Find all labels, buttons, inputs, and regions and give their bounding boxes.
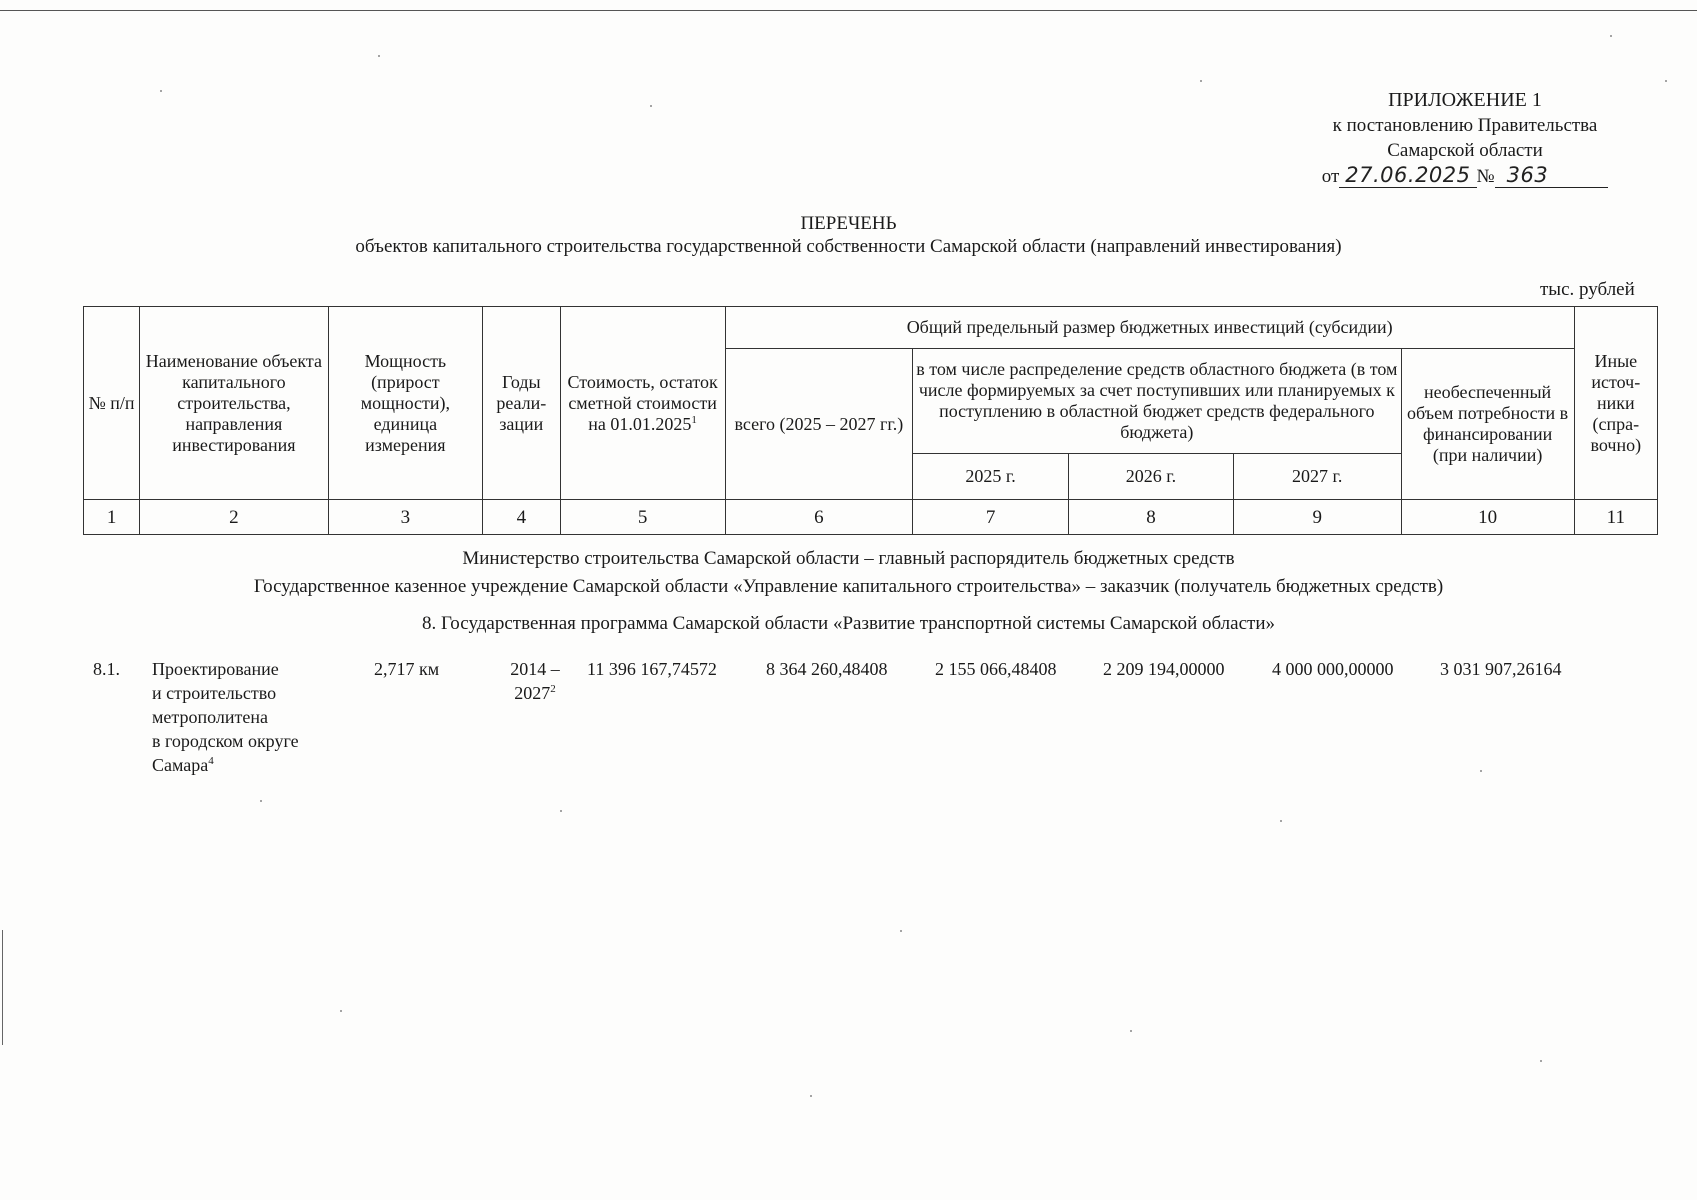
scan-speck: [650, 105, 652, 107]
row-years-line2: [505, 681, 565, 705]
row-years: [505, 657, 565, 705]
appendix-line2: Самарской области: [1387, 140, 1543, 161]
header-row-1: [84, 307, 1658, 349]
row-name: [152, 657, 342, 777]
row-cost: 11 396 167,74572: [587, 659, 717, 679]
column-number: 7: [913, 500, 1069, 535]
number-prefix: №: [1476, 166, 1495, 187]
row-no: 8.1.: [93, 659, 120, 679]
row-unsecured: 3 031 907,26164: [1440, 659, 1562, 679]
number-value: 363: [1495, 163, 1609, 188]
column-number: 6: [725, 500, 912, 535]
row-name-line: метрополитена: [152, 707, 268, 727]
header-2027: 2027 г.: [1233, 454, 1401, 500]
scan-speck: [160, 90, 162, 92]
row-2026: 2 209 194,00000: [1103, 659, 1225, 679]
header-cost-text: Стоимость, остаток сметной стоимости на 01.01.2025: [567, 371, 718, 434]
header-years: Годы реали- зации: [483, 307, 560, 500]
header-total-group: Общий предельный размер бюджетных инвестиций (субсидии): [725, 307, 1574, 349]
scan-speck: [1280, 820, 1282, 822]
column-number: 11: [1574, 500, 1657, 535]
header-no: № п/п: [84, 307, 140, 500]
column-number: 2: [140, 500, 328, 535]
row-name-sup: 4: [208, 755, 214, 767]
header-capacity: Мощность (прирост мощности), единица измерения: [328, 307, 482, 500]
scan-speck: [1540, 1060, 1542, 1062]
appendix-line1: к постановлению Правительства: [1332, 115, 1598, 136]
header-incl: в том числе распределение средств областного бюджета (в том числе формируемых за счет поступивших или планируемых к поступлению в областной бюджет средств федерального бюджета): [913, 349, 1402, 454]
row-name-last: Самара: [152, 755, 209, 775]
date-prefix: от: [1321, 166, 1340, 187]
row-years-line1: 2014 –: [510, 659, 560, 679]
date-value: 27.06.2025: [1339, 163, 1476, 188]
column-number: 9: [1233, 500, 1401, 535]
header-cost-sup: 1: [691, 413, 697, 426]
scan-speck: [810, 1095, 812, 1097]
row-name-line: Проектирование: [152, 659, 279, 679]
row-years-sup: 2: [550, 683, 556, 695]
column-number: 4: [483, 500, 560, 535]
row-total: 8 364 260,48408: [766, 659, 888, 679]
scan-speck: [378, 55, 380, 57]
column-number: 1: [84, 500, 140, 535]
appendix-block: [1290, 88, 1640, 189]
document-subtitle: объектов капитального строительства государственной собственности Самарской области (направлений инвестирования): [355, 236, 1342, 257]
header-2026: 2026 г.: [1069, 454, 1234, 500]
scan-speck: [900, 930, 902, 932]
scan-speck: [260, 800, 262, 802]
scan-speck: [1200, 80, 1202, 82]
document-title: ПЕРЕЧЕНЬ: [800, 213, 897, 234]
row-capacity: 2,717 км: [374, 659, 440, 679]
appendix-title: ПРИЛОЖЕНИЕ 1: [1388, 89, 1542, 111]
appendix-date-line: [1322, 163, 1609, 189]
header-total: всего (2025 – 2027 гг.): [725, 349, 912, 500]
column-number: 10: [1401, 500, 1574, 535]
row-name-line: [152, 753, 342, 777]
scan-speck: [1610, 35, 1612, 37]
scan-speck: [340, 1010, 342, 1012]
row-2025: 2 155 066,48408: [935, 659, 1057, 679]
column-number: 8: [1069, 500, 1234, 535]
units-label: тыс. рублей: [1540, 279, 1635, 300]
header-unsecured: необеспеченный объем потребности в финансировании (при наличии): [1401, 349, 1574, 500]
row-years-end: 2027: [514, 683, 551, 703]
section-program: 8. Государственная программа Самарской области «Развитие транспортной системы Самарской области»: [421, 613, 1275, 634]
header-cost: [560, 307, 725, 500]
row-name-line: и строительство: [152, 683, 277, 703]
column-number: 5: [560, 500, 725, 535]
row-2027: 4 000 000,00000: [1272, 659, 1394, 679]
column-number-row: [84, 500, 1658, 535]
section-customer: Государственное казенное учреждение Самарской области «Управление капитального строительства» – заказчик (получатель бюджетных средств): [253, 576, 1444, 597]
scan-speck: [560, 810, 562, 812]
scan-edge-mark: [2, 930, 3, 1045]
investment-table: [83, 306, 1658, 535]
section-ministry: Министерство строительства Самарской области – главный распорядитель бюджетных средств: [462, 548, 1235, 569]
header-2025: 2025 г.: [913, 454, 1069, 500]
scan-speck: [1130, 1030, 1132, 1032]
top-rule: [0, 10, 1697, 11]
header-name: Наименование объекта капитального строительства, направления инвестирования: [140, 307, 328, 500]
column-number: 3: [328, 500, 482, 535]
header-other: Иные источ- ники (спра- вочно): [1574, 307, 1657, 500]
scan-speck: [1665, 80, 1667, 82]
row-name-line: в городском округе: [152, 731, 299, 751]
scan-speck: [1480, 770, 1482, 772]
